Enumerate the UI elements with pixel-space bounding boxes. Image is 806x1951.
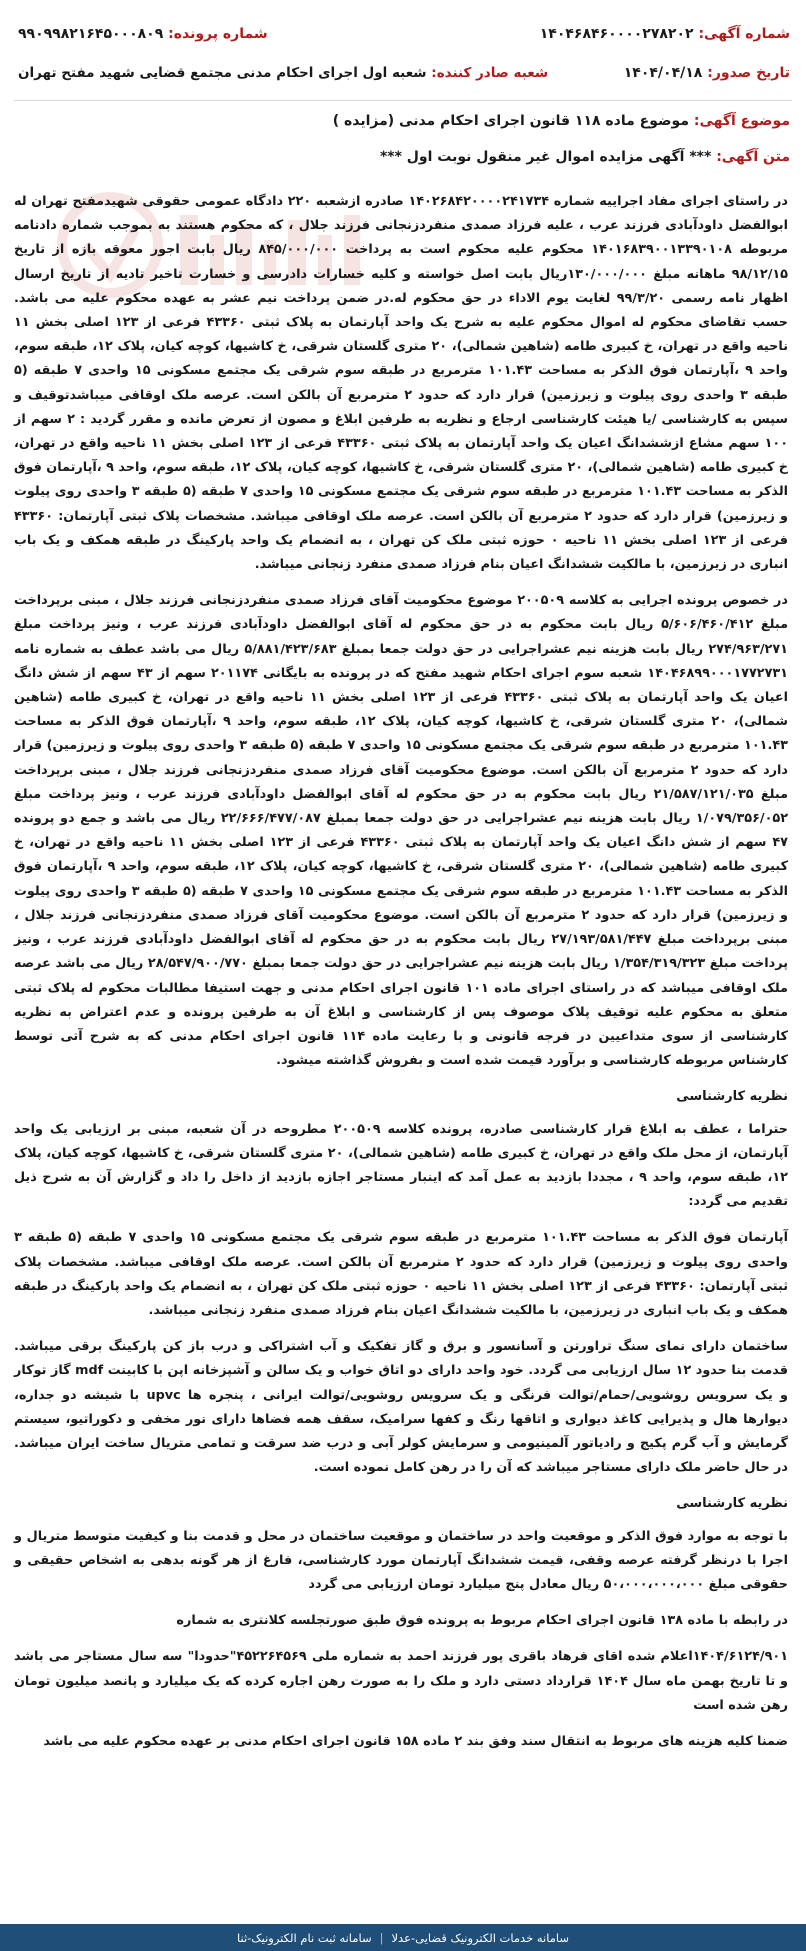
issue-date: [624, 65, 790, 81]
footer-link-adliran[interactable]: سامانه خدمات الکترونیک قضایی-عدلا: [391, 1930, 570, 1945]
ad-text-value: *** آگهی مزایده اموال غیر منقول نوبت اول ***: [379, 149, 712, 165]
body-paragraph-building-details: ساختمان دارای نمای سنگ تراورتن و آسانسور و برق و گاز تفکیک و آب اشتراکی و درب باز کن پارکینگ برقی میباشد. قدمت بنا حدود ۱۲ سال ارزیابی می گردد. خود واحد دارای دو اتاق خواب و یک سالن و آشپزخانه اپن با کابینت mdf گاز توکار و یک سرویس روشویی/حمام/توالت فرنگی و یک سرویس روشویی/توالت ایرانی ، پنجره ها upvc با شیشه دو جداره، دیوارها هال و پذیرایی کاغذ دیواری و اتاقها رنگ و کفها سرامیک، سقف همه فضاها دارای نور مخفی و دکوراتیو، سیستم گرمایش و آب گرم پکیج و رادیاتور آلمینیومی و سرمایش کولر آبی و درب ضد سرقت و تمامی متریال ساخت ایران میباشد. در حال حاضر ملک دارای مستاجر میباشد که آن را در رهن کامل نموده است.: [14, 1339, 789, 1476]
ad-subject-value: موضوع ماده ۱۱۸ قانون اجرای احکام مدنی (مزایده ): [332, 113, 689, 129]
footer-link-sana[interactable]: سامانه ثبت نام الکترونیک-ثنا: [236, 1930, 372, 1945]
issue-date-value: ۱۴۰۴/۰۴/۱۸: [623, 65, 703, 81]
ad-text-heading: [380, 149, 790, 165]
body-paragraph-case: در خصوص پرونده اجرایی به کلاسه ۲۰۰۵۰۹ موضوع محکومیت آقای فرزاد صمدی منفردزنجانی فرزند جلال ، مبنی برپرداخت مبلغ ۵/۶۰۶/۴۶۰/۴۱۲ ریال بابت محکوم به در حق محکوم له آقای ابوالفضل داودآبادی فرزند عرب ، ونیز پرداخت مبلغ ۲۷۴/۹۶۳/۲۷۱ ریال بابت هزینه نیم عشراجرایی در حق دولت جمعا بمبلغ ۵/۸۸۱/۴۲۳/۶۸۳ ریال می باشد عطف به شماره نامه ۱۴۰۴۶۸۹۹۰۰۰۱۷۷۲۷۳۱ شعبه سوم اجرای احکام شهید مفتح که در پرونده به بایگانی ۲۰۱۱۷۴ سهم از ۴۳ سهم از شش دانگ اعیان یک واحد آپارتمان به پلاک ثبتی ۴۳۳۶۰ فرعی از ۱۲۳ اصلی بخش ۱۱ ناحیه واقع در تهران، خ کبیری طامه (شاهین شمالی)، ۲۰ متری گلستان شرقی، خ کاشیها، کوچه کیان، پلاک ۱۲، طبقه سوم، واحد ۹ ،آپارتمان فوق الذکر به مساحت ۱۰۱.۴۳ مترمربع در طبقه سوم شرقی یک مجتمع مسکونی ۱۵ واحدی ۷ طبقه (۵ طبقه ۳ واحدی روی پیلوت و زیرزمین) قرار دارد که حدود ۲ مترمربع آن بالکن است. موضوع محکومیت آقای فرزاد صمدی منفردزنجانی فرزند جلال ، مبنی برپرداخت مبلغ ۲۱/۵۸۷/۱۲۱/۰۳۵ ریال بابت محکوم به در حق محکوم له آقای ابوالفضل داودآبادی فرزند عرب ، ونیز پرداخت مبلغ ۱/۰۷۹/۳۵۶/۰۵۲ ریال بابت هزینه نیم عشراجرایی در حق دولت جمعا بمبلغ ۲۲/۶۶۶/۴۷۷/۰۸۷ ریال می باشد و جمع دو پرونده ۴۷ سهم از شش دانگ اعیان یک واحد آپارتمان به پلاک ثبتی ۴۳۳۶۰ فرعی از ۱۲۳ اصلی بخش ۱۱ ناحیه واقع در تهران، خ کبیری طامه (شاهین شمالی)، ۲۰ متری گلستان شرقی، خ کاشیها، کوچه کیان، پلاک ۱۲، طبقه سوم، واحد ۹ ،آپارتمان فوق الذکر به مساحت ۱۰۱.۴۳ مترمربع در طبقه سوم شرقی یک مجتمع مسکونی ۱۵ واحدی ۷ طبقه (۵ طبقه ۳ واحدی روی پیلوت و زیرزمین) قرار دارد که حدود ۲ مترمربع آن بالکن است. موضوع محکومیت آقای فرزاد صمدی منفردزنجانی فرزند جلال ، مبنی برپرداخت مبلغ ۲۷/۱۹۳/۵۸۱/۴۴۷ ریال بابت محکوم به در حق محکوم له آقای ابوالفضل داودآبادی فرزند عرب ، ونیز پرداخت مبلغ ۱/۳۵۴/۳۱۹/۳۲۳ ریال بابت هزینه نیم عشراجرایی در حق دولت جمعا بمبلغ ۲۸/۵۴۷/۹۰۰/۷۷۰ ریال می باشد عرصه ملک اوقافی میباشد که در راستای اجرای ماده ۱۰۱ قانون اجرای احکام مدنی و جهت استیفا مطالبات محکوم له پلاک ثبتی متعلق به محکوم علیه توقیف پلاک موصوف پس از کارشناسی و ابلاغ آن به طرفین پرونده و عدم اعتراض به نظریه کارشناسی از سوی متداعیین در فرجه قانونی و با رعایت ماده ۱۱۴ قانون اجرای احکام مدنی که به شرح آتی توسط کارشناس مربوطه کارشناسی و برآورد قیمت شده است و بفروش گذاشته میشود.: [14, 593, 789, 1069]
case-number: [18, 26, 268, 42]
ad-subject: [333, 113, 790, 129]
expert-opinion-heading-2: نظریه کارشناسی: [676, 1496, 788, 1512]
ad-number: [540, 26, 790, 42]
body-paragraph-article-138: در رابطه با ماده ۱۳۸ قانون اجرای احکام مربوط به پرونده فوق طبق صورتجلسه کلانتری به شماره: [176, 1613, 788, 1629]
issue-date-label: تاریخ صدور:: [707, 65, 790, 81]
notice-body: [14, 190, 788, 1766]
body-paragraph-tenant: ۱۴۰۴/۶۱۲۴/۹۰۱اعلام شده اقای فرهاد باقری پور فرزند احمد به شماره ملی ۴۵۲۲۶۴۵۶۹"حدودا" سه سال مستاجر می باشد و تا تاریخ بهمن ماه سال ۱۴۰۴ قرارداد دستی دارد و ملک را به صورت رهن اجاره کرده که یک میلیارد و پانصد میلیون تومان رهن شده است: [14, 1649, 788, 1713]
ad-number-label: شماره آگهی:: [698, 26, 790, 42]
body-paragraph-expert-intro: حتراما ، عطف به ابلاغ قرار کارشناسی صادره، پرونده کلاسه ۲۰۰۵۰۹ مطروحه در آن شعبه، مبنی بر ارزیابی یک واحد آپارتمان، از محل ملک واقع در تهران، خ کبیری طامه (شاهین شمالی)، ۲۰ متری گلستان شرقی، خ کاشیها، کوچه کیان، پلاک ۱۲، طبقه سوم، واحد ۹ ، مجددا بازدید به عمل آمد که اینبار مستاجر اجازه بازدید از داخل را داد و گزارش آن به شرح ذیل تقدیم می گردد:: [14, 1121, 788, 1210]
ad-number-value: ۱۴۰۴۶۸۴۶۰۰۰۰۲۷۸۲۰۲: [539, 26, 694, 42]
body-paragraph-transfer-costs: ضمنا کلیه هزینه های مربوط به انتقال سند وفق بند ۲ ماده ۱۵۸ قانون اجرای احکام مدنی بر عهده محکوم علیه می باشد: [43, 1733, 788, 1749]
ad-subject-label: موضوع آگهی:: [693, 113, 790, 129]
issuer: [18, 65, 548, 81]
footer-separator: |: [379, 1930, 384, 1945]
ad-text-label: متن آگهی:: [716, 149, 790, 165]
case-number-label: شماره پرونده:: [168, 26, 268, 42]
body-paragraph-execution: در راستای اجرای مفاد اجراییه شماره ۱۴۰۲۶۸۴۲۰۰۰۰۲۴۱۷۳۴ صادره ازشعبه ۲۲۰ دادگاه عمومی حقوقی شهیدمفتح تهران له ابوالفضل داودآبادی فرزند عرب ، علیه فرزاد صمدی منفردزنجانی فرزند جلال ، که محکوم هستند به بموجب شماره دادنامه مربوطه ۱۴۰۱۶۸۳۹۰۰۱۳۳۹۰۱۰۸ محکوم علیه محکوم است به پرداخت ۸۴۵/۰۰۰/۰۰۰ ریال بابت اجور معوقه بازه از تاریخ ۹۸/۱۲/۱۵ ماهانه مبلغ ۱۳۰/۰۰۰/۰۰۰ریال بابت اصل خواسته و کلیه خسارات دادرسی و خسارت تاخیر تادیه از تاریخ ارسال اظهار نامه رسمی ۹۹/۳/۲۰ لغایت یوم الاداء در حق محکوم له.در ضمن پرداخت نیم عشر به عهده محکوم علیه می باشد. حسب تقاضای محکوم له اموال محکوم علیه به شرح یک واحد آپارتمان به پلاک ثبتی ۴۳۳۶۰ فرعی از ۱۲۳ اصلی بخش ۱۱ ناحیه واقع در تهران، خ کبیری طامه (شاهین شمالی)، ۲۰ متری گلستان شرقی، خ کاشیها، کوچه کیان، پلاک ۱۲، طبقه سوم، واحد ۹ ،آپارتمان فوق الذکر به مساحت ۱۰۱.۴۳ مترمربع در طبقه سوم شرقی یک مجتمع مسکونی ۱۵ واحدی ۷ طبقه (۵ طبقه ۳ واحدی روی پیلوت و زیرزمین) قرار دارد که حدود ۲ مترمربع آن بالکن است. عرصه ملک اوقافی میباشدتوقیف و سپس به کارشناسی /یا هیئت کارشناسی ارجاع و نظریه به طرفین ابلاغ و مصون از تعرض مانده و مقرر گردید : ۲ سهم از ۱۰۰ سهم مشاع ازششدانگ اعیان یک واحد آپارتمان به پلاک ثبتی ۴۳۳۶۰ فرعی از ۱۲۳ اصلی بخش ۱۱ ناحیه واقع در تهران، خ کبیری طامه (شاهین شمالی)، ۲۰ متری گلستان شرقی، خ کاشیها، کوچه کیان، پلاک ۱۲، طبقه سوم، واحد ۹ ،آپارتمان فوق الذکر به مساحت ۱۰۱.۴۳ مترمربع در طبقه سوم شرقی یک مجتمع مسکونی ۱۵ واحدی ۷ طبقه (۵ طبقه ۳ واحدی روی پیلوت و زیرزمین) قرار دارد که حدود ۲ مترمربع آن بالکن است. عرصه ملک اوقافی میباشد. مشخصات پلاک ثبتی آپارتمان: ۴۳۳۶۰ فرعی از ۱۲۳ اصلی بخش ۱۱ ناحیه ۰ حوزه ثبتی ملک کن تهران ، به انضمام یک واحد پارکینگ در طبقه همکف و یک باب انباری در زیرزمین، با مالکیت ششدانگ اعیان بنام فرزاد صمدی منفرد زنجانی میباشد.: [14, 194, 789, 573]
body-paragraph-property-spec: آپارتمان فوق الذکر به مساحت ۱۰۱.۴۳ مترمربع در طبقه سوم شرقی یک مجتمع مسکونی ۱۵ واحدی ۷ طبقه (۵ طبقه ۳ واحدی روی پیلوت و زیرزمین) قرار دارد که حدود ۲ مترمربع آن بالکن است. عرصه ملک اوقافی میباشد. مشخصات پلاک ثبتی آپارتمان: ۴۳۳۶۰ فرعی از ۱۲۳ اصلی بخش ۱۱ ناحیه ۰ حوزه ثبتی ملک کن تهران ، به انضمام یک واحد پارکینگ در طبقه همکف و یک باب انباری در زیرزمین، با مالکیت ششدانگ اعیان بنام فرزاد صمدی منفرد زنجانی میباشد.: [14, 1230, 789, 1318]
issuer-label: شعبه صادر کننده:: [431, 65, 549, 81]
case-number-value: ۹۹۰۹۹۸۲۱۶۴۵۰۰۰۸۰۹: [18, 26, 164, 42]
expert-opinion-heading: نظریه کارشناسی: [676, 1089, 788, 1105]
issuer-value: شعبه اول اجرای احکام مدنی مجتمع قضایی شهید مفتح تهران: [18, 65, 427, 81]
header-divider: [14, 100, 792, 101]
body-paragraph-valuation: با توجه به موارد فوق الذکر و موقعیت واحد در ساختمان و موقعیت ساختمان در محل و قدمت بنا و کیفیت متوسط متریال و اجرا با درنظر گرفته عرصه وقفی، قیمت ششدانگ آپارتمان مورد کارشناسی، فارغ از هر گونه بدهی به اشخاص حقیقی و حقوقی مبلغ ۵۰،۰۰۰،۰۰۰،۰۰۰ ریال معادل پنج میلیارد تومان ارزیابی می گردد: [14, 1528, 788, 1592]
footer-bar: [0, 1924, 806, 1951]
